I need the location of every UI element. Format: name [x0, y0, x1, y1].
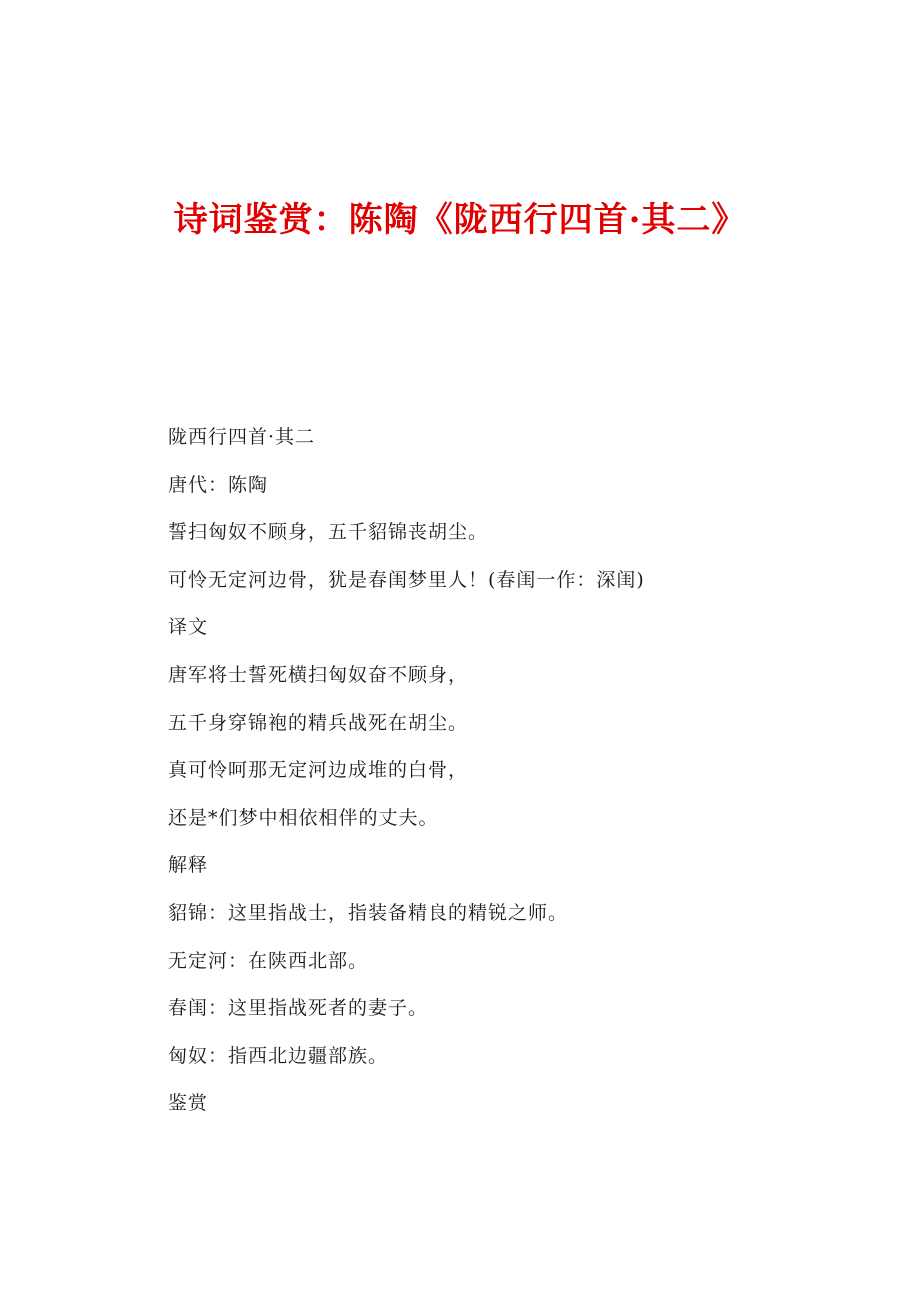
poem-line-2: 可怜无定河边骨，犹是春闺梦里人！(春闺一作：深闺) — [168, 568, 645, 591]
section-heading-notes: 解释 — [168, 854, 209, 877]
translation-line-3: 真可怜呵那无定河边成堆的白骨， — [168, 759, 469, 782]
document-title: 诗词鉴赏：陈陶《陇西行四首·其二》 — [173, 200, 747, 240]
translation-line-4: 还是*们梦中相依相伴的丈夫。 — [168, 806, 439, 829]
poem-title: 陇西行四首·其二 — [168, 426, 316, 448]
translation-line-1: 唐军将士誓死横扫匈奴奋不顾身， — [168, 663, 469, 686]
note-item-4: 匈奴：指西北边疆部族。 — [168, 1044, 389, 1067]
poem-line-1: 誓扫匈奴不顾身，五千貂锦丧胡尘。 — [168, 521, 489, 544]
section-heading-appreciation: 鉴赏 — [168, 1092, 209, 1115]
document-body — [168, 424, 868, 1138]
translation-line-2: 五千身穿锦袍的精兵战死在胡尘。 — [168, 711, 469, 734]
note-item-3: 春闺：这里指战死者的妻子。 — [168, 997, 429, 1020]
note-item-1: 貂锦：这里指战士，指装备精良的精锐之师。 — [168, 901, 569, 924]
note-item-2: 无定河：在陕西北部。 — [168, 949, 369, 972]
section-heading-translation: 译文 — [168, 616, 209, 639]
poem-author: 唐代：陈陶 — [168, 473, 269, 496]
